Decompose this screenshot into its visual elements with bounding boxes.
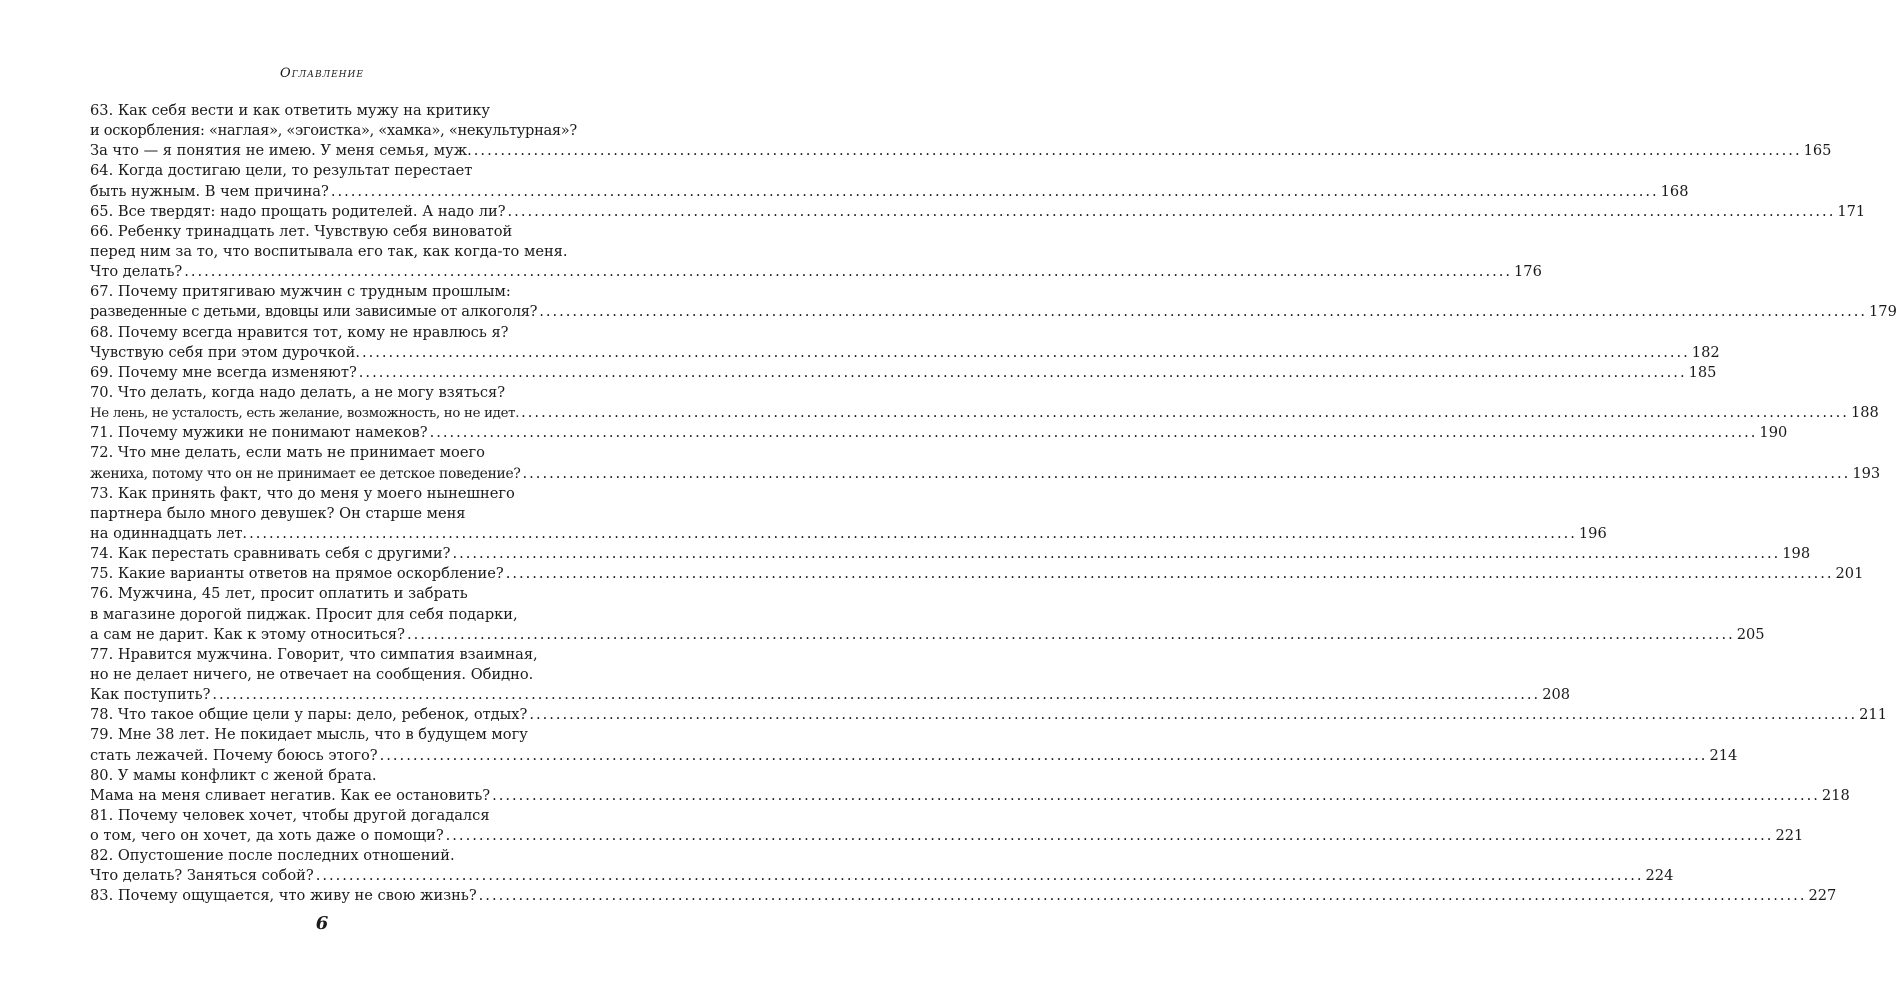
toc-line [90,282,578,302]
toc-line [90,605,578,625]
toc-line-text: 78. Что такое общие цели у пары: дело, ребенок, отдых? [90,706,528,724]
toc-line [90,665,578,685]
toc-line-text: на одиннадцать лет. [90,524,248,542]
toc-entry [90,222,1542,282]
toc-line [90,766,578,786]
page-number: 6 [315,913,329,934]
toc-line-text: быть нужным. В чем причина? [90,182,329,200]
toc-line-text: Что делать? Заняться собой? [90,867,314,885]
toc-line-text: 82. Опустошение после последних отношений. [90,847,455,865]
toc-line [90,584,578,604]
toc-entry [90,282,1897,322]
toc-entry [90,484,1607,544]
toc-line-text: 68. Почему всегда нравится тот, кому не нравлюсь я? [90,323,509,341]
toc-page-ref: 168 [1660,182,1689,200]
toc-line [90,564,1864,584]
toc-page-ref: 179 [1869,303,1897,321]
toc-line-text: 71. Почему мужики не понимают намеков? [90,424,428,442]
toc-page-ref: 221 [1775,827,1804,845]
toc-line-text: 63. Как себя вести и как ответить мужу на критику [90,102,490,119]
toc-line-text: 75. Какие варианты ответов на прямое оскорбление? [90,565,504,583]
toc-entry [90,725,1738,765]
dot-leader: ........................................................................................................................................................................................................ [315,867,1644,885]
toc-line [90,182,1689,202]
toc-line-text: 79. Мне 38 лет. Не покидает мысль, что в будущем могу [90,726,528,744]
toc-line [90,121,578,141]
toc-line-text: о том, чего он хочет, да хоть даже о помощи? [90,827,444,845]
dot-leader: ........................................................................................................................................................................................................ [184,263,1513,281]
dot-leader: ........................................................................................................................................................................................................ [362,343,1690,361]
toc-page-ref: 193 [1852,464,1881,482]
dot-leader: ........................................................................................................................................................................................................ [505,565,1834,583]
toc-entry [90,443,1881,483]
toc-line [90,222,578,242]
toc-line [90,323,578,343]
toc-line-text: 76. Мужчина, 45 лет, просит оплатить и забрать [90,585,468,603]
dot-leader: ........................................................................................................................................................................................................ [445,827,1774,845]
toc-line-text: жениха, потому что он не принимает ее детское поведение? [90,465,521,482]
dot-leader: ........................................................................................................................................................................................................ [330,182,1659,200]
toc-page-ref: 198 [1782,545,1811,563]
toc-entry [90,423,1788,443]
toc-line-text: но не делает ничего, не отвечает на сообщения. Обидно. [90,665,534,683]
toc-page-ref: 224 [1645,867,1674,885]
toc-line-text: 66. Ребенку тринадцать лет. Чувствую себя виноватой [90,222,513,240]
toc-page-ref: 190 [1759,424,1788,442]
toc-entry [90,383,1879,423]
dot-leader: ........................................................................................................................................................................................................ [492,786,1820,804]
toc-line-text: Не лень, не усталость, есть желание, возможность, но не идет. [90,406,520,422]
toc-line [90,443,578,463]
toc-line [90,484,578,504]
toc-line [90,464,1881,484]
toc-line-text: партнера было много девушек? Он старше меня [90,504,466,522]
toc-line [90,645,578,665]
toc-line-text: Что делать? [90,263,183,281]
toc-line [90,302,1897,322]
toc-entry [90,846,1674,886]
toc-line-text: стать лежачей. Почему боюсь этого? [90,746,378,764]
toc-line [90,343,1720,363]
toc-line [90,685,1571,705]
toc-line [90,262,1542,282]
dot-leader: ........................................................................................................................................................................................................ [212,686,1541,704]
toc-page-ref: 185 [1688,363,1717,381]
toc-entry [90,886,1837,906]
toc-line [90,544,1811,564]
toc-page-ref: 211 [1859,706,1887,724]
toc-page-ref: 171 [1837,202,1866,220]
toc-line-text: в магазине дорогой пиджак. Просит для себя подарки, [90,605,518,623]
toc-line [90,383,578,403]
dot-leader: ........................................................................................................................................................................................................ [521,404,1849,422]
dot-leader: ........................................................................................................................................................................................................ [539,303,1867,321]
toc-line [90,806,578,826]
toc-line [90,141,1832,161]
toc-line [90,826,1804,846]
toc-line [90,705,1887,725]
toc-entry [90,544,1811,564]
toc-line [90,746,1738,766]
toc-entry [90,645,1571,705]
dot-leader: ........................................................................................................................................................................................................ [379,746,1708,764]
toc-line-text: 70. Что делать, когда надо делать, а не могу взяться? [90,383,506,401]
toc-entry [90,705,1887,725]
toc-line-text: перед ним за то, что воспитывала его так, как когда-то меня. [90,242,568,260]
toc-line-text: 64. Когда достигаю цели, то результат перестает [90,162,473,180]
toc-line-text: а сам не дарит. Как к этому относиться? [90,625,405,643]
dot-leader: ........................................................................................................................................................................................................ [473,142,1802,160]
toc-page-ref: 214 [1709,746,1738,764]
toc-entry [90,766,1850,806]
toc-page-ref: 201 [1835,565,1864,583]
toc-line-text: 74. Как перестать сравнивать себя с другими? [90,545,451,563]
toc-line-text: Мама на меня сливает негатив. Как ее остановить? [90,786,491,804]
toc-page-ref: 176 [1514,263,1542,281]
toc-line-text: 77. Нравится мужчина. Говорит, что симпатия взаимная, [90,645,538,663]
toc-line-text: Как поступить? [90,686,211,704]
toc-line [90,242,578,262]
toc-line-text: 72. Что мне делать, если мать не принимает моего [90,444,485,462]
toc-line-text: 65. Все твердят: надо прощать родителей. А надо ли? [90,202,506,220]
dot-leader: ........................................................................................................................................................................................................ [522,464,1851,482]
toc-line-text: разведенные с детьми, вдовцы или зависимые от алкоголя? [90,303,538,321]
running-header: Оглавление [280,66,364,81]
toc-entry [90,323,1720,363]
dot-leader: ........................................................................................................................................................................................................ [249,524,1577,542]
toc-page-ref: 165 [1803,142,1832,160]
toc-line [90,504,578,524]
toc-line [90,202,1866,222]
toc-line-text: 81. Почему человек хочет, чтобы другой догадался [90,806,490,824]
toc-page-ref: 208 [1542,686,1571,704]
toc-page-ref: 227 [1808,887,1837,905]
toc-line [90,846,578,866]
toc-line [90,625,1765,645]
dot-leader: ........................................................................................................................................................................................................ [478,887,1807,905]
toc-line-text: 67. Почему притягиваю мужчин с трудным прошлым: [90,283,511,301]
dot-leader: ........................................................................................................................................................................................................ [358,363,1687,381]
toc-line [90,866,1674,886]
toc-line [90,725,578,745]
toc-line [90,161,578,181]
toc-entry [90,161,1689,201]
toc-entry [90,584,1765,644]
toc-entry [90,101,1832,161]
toc-page-ref: 218 [1821,786,1850,804]
toc-line-text: 83. Почему ощущается, что живу не свою жизнь? [90,887,477,905]
dot-leader: ........................................................................................................................................................................................................ [529,706,1858,724]
toc-line [90,423,1788,443]
toc-line-text: и оскорбления: «наглая», «эгоистка», «хамка», «некультурная»? [90,122,577,140]
toc-page-ref: 188 [1850,404,1879,422]
toc-entry [90,564,1864,584]
toc-line-text: 69. Почему мне всегда изменяют? [90,363,357,381]
toc-line [90,786,1850,806]
toc-line [90,886,1837,906]
dot-leader: ........................................................................................................................................................................................................ [507,202,1836,220]
table-of-contents [90,101,1897,907]
toc-line-text: 80. У мамы конфликт с женой брата. [90,766,377,784]
toc-page-ref: 196 [1578,524,1607,542]
toc-line-text: Чувствую себя при этом дурочкой. [90,343,360,361]
dot-leader: ........................................................................................................................................................................................................ [452,545,1781,563]
toc-entry [90,202,1866,222]
toc-line [90,524,1607,544]
toc-line-text: За что — я понятия не имею. У меня семья, муж. [90,142,472,160]
toc-page-ref: 182 [1691,343,1720,361]
toc-entry [90,363,1717,383]
toc-line-text: 73. Как принять факт, что до меня у моего нынешнего [90,484,515,502]
dot-leader: ........................................................................................................................................................................................................ [429,424,1758,442]
toc-line [90,363,1717,383]
toc-page-ref: 205 [1736,625,1765,643]
toc-line [90,403,1879,423]
toc-entry [90,806,1804,846]
toc-line [90,101,578,121]
dot-leader: ........................................................................................................................................................................................................ [406,625,1735,643]
